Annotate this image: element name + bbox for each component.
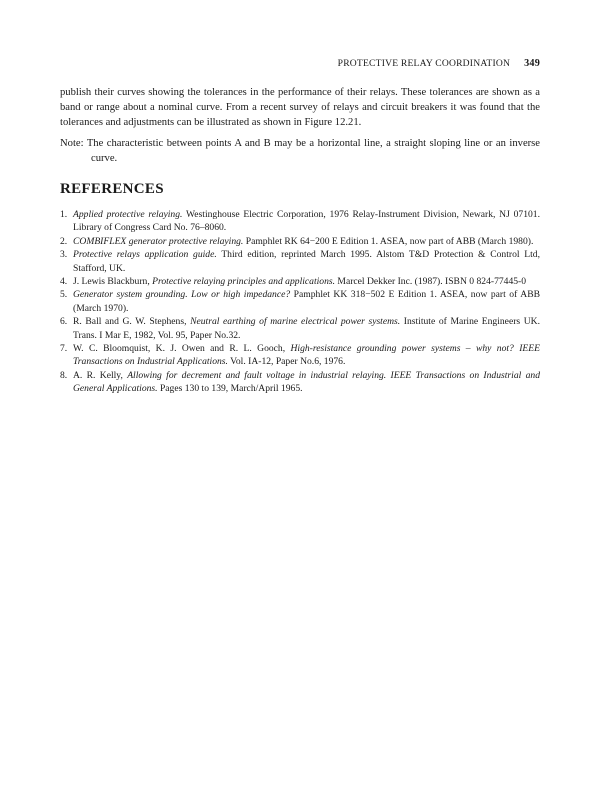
body-paragraph: publish their curves showing the tolerances in the performance of their relays. These tolerances are shown as a band or range about a nominal curve. From a recent survey of relays and circuit breakers it was found that the tolerances and adjustments can be illustrated as shown in Figure 12.21. (60, 87, 540, 129)
reference-item (60, 288, 540, 315)
reference-number: 6. (60, 316, 68, 328)
reference-number: 8. (60, 369, 68, 381)
reference-number: 3. (60, 249, 68, 261)
running-header (60, 58, 540, 69)
reference-title: High-resistance grounding power systems – why not? IEEE Transactions on Industrial Applications. (73, 343, 540, 368)
reference-item (60, 235, 540, 248)
reference-title: Protective relays application guide. (73, 249, 217, 261)
reference-details: Pages 130 to 139, March/April 1965. (157, 383, 303, 395)
reference-item (60, 275, 540, 288)
reference-details: Pamphlet KK 318−502 E Edition 1. ASEA, now part of ABB (March 1970). (73, 289, 540, 314)
reference-number: 4. (60, 276, 68, 288)
reference-title: COMBIFLEX generator protective relaying. (73, 235, 244, 247)
references-heading: REFERENCES (60, 181, 164, 197)
reference-item (60, 315, 540, 342)
reference-number: 2. (60, 235, 68, 247)
reference-details: Institute of Marine Engineers UK. Trans. I Mar E, 1982, Vol. 95, Paper No.32. (73, 316, 540, 341)
references-list (60, 208, 540, 396)
reference-authors: A. R. Kelly, (73, 369, 128, 381)
reference-title: Generator system grounding. Low or high impedance? (73, 289, 291, 301)
page-number: 349 (524, 58, 540, 69)
note-paragraph: Note: The characteristic between points A and B may be a horizontal line, a straight sloping line or an inverse curve. (60, 138, 540, 165)
reference-details: Westinghouse Electric Corporation, 1976 Relay-Instrument Division, Newark, NJ 07101. Library of Congress Card No. 76–8060. (73, 209, 540, 234)
reference-details: Marcel Dekker Inc. (1987). ISBN 0 824-77445-0 (335, 276, 527, 288)
reference-authors: R. Ball and G. W. Stephens, (73, 316, 191, 328)
reference-item (60, 208, 540, 235)
reference-authors: W. C. Bloomquist, K. J. Owen and R. L. Gooch, (73, 343, 291, 355)
reference-item (60, 342, 540, 369)
reference-details: Third edition, reprinted March 1995. Alstom T&D Protection & Control Ltd, Stafford, UK. (73, 249, 540, 274)
reference-number: 7. (60, 343, 68, 355)
reference-title: Protective relaying principles and applications. (152, 276, 336, 288)
reference-authors: J. Lewis Blackburn, (73, 276, 153, 288)
reference-title: Applied protective relaying. (73, 209, 183, 220)
reference-number: 5. (60, 289, 68, 301)
running-title: PROTECTIVE RELAY COORDINATION (337, 58, 511, 69)
reference-title: Allowing for decrement and fault voltage in industrial relaying. IEEE Transactions on Industrial and General Applications. (73, 369, 540, 395)
reference-number: 1. (60, 209, 68, 220)
reference-details: Pamphlet RK 64−200 E Edition 1. ASEA, now part of ABB (March 1980). (243, 235, 534, 247)
reference-details: Vol. IA-12, Paper No.6, 1976. (227, 356, 346, 368)
reference-item (60, 248, 540, 275)
reference-item (60, 369, 540, 396)
reference-title: Neutral earthing of marine electrical power systems. (190, 316, 401, 328)
